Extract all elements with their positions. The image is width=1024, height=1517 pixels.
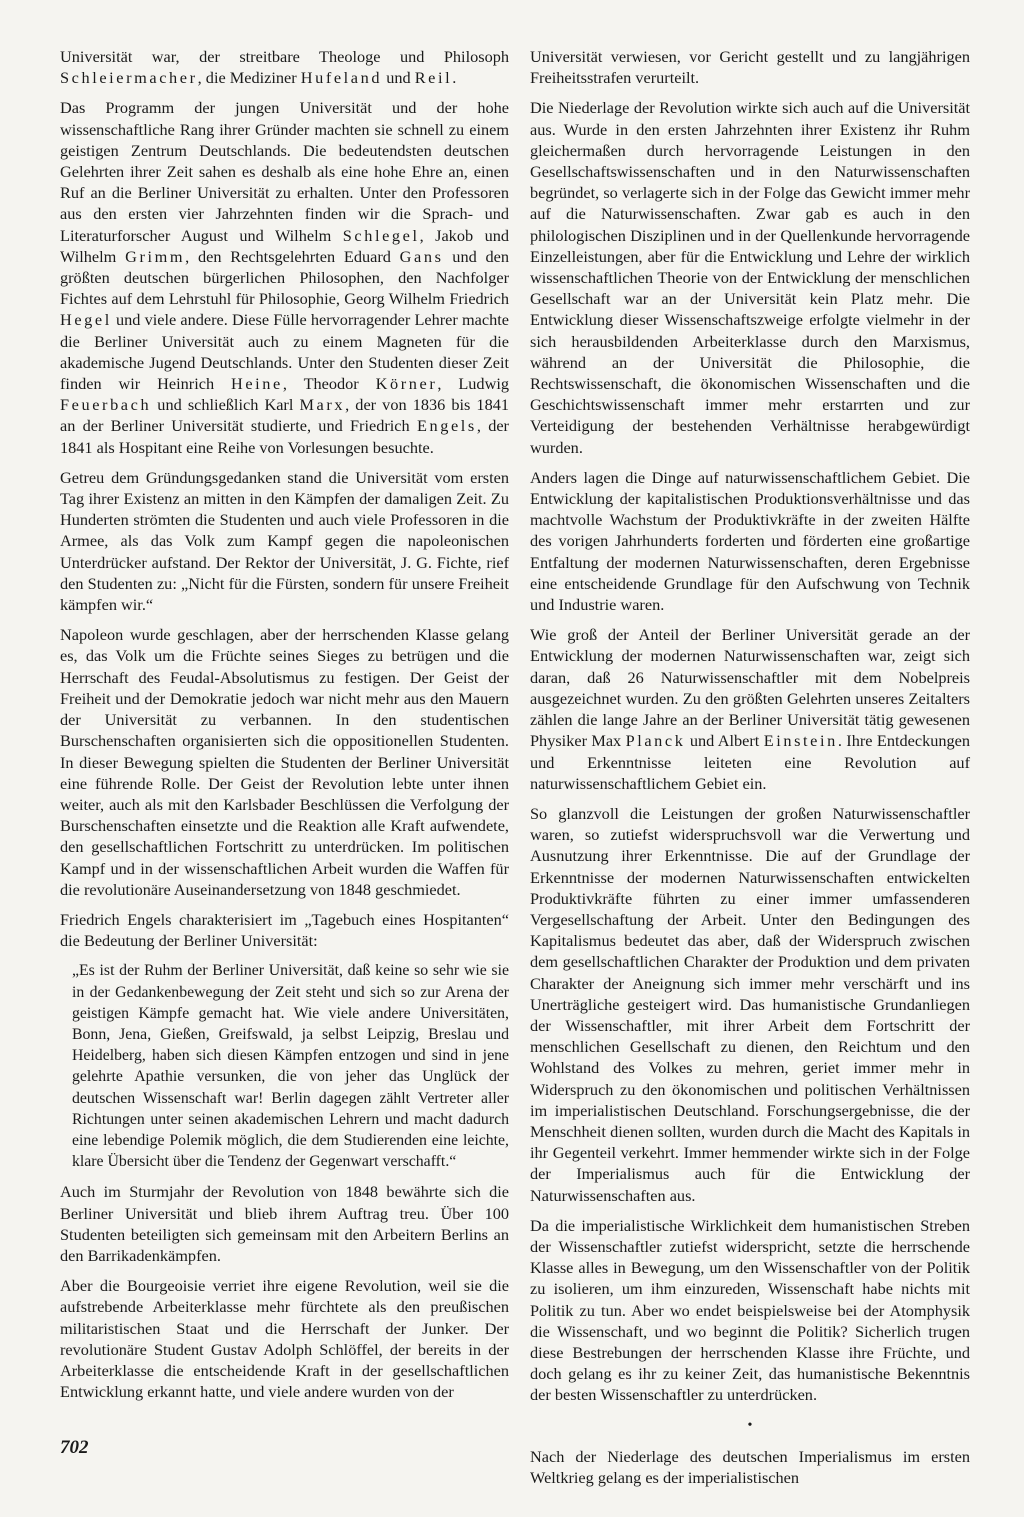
section-separator: •: [747, 1417, 753, 1433]
spaced-name: Engels: [416, 416, 477, 436]
spaced-name: Reil: [414, 68, 453, 88]
spaced-name: Grimm: [125, 246, 186, 266]
paragraph: Napoleon wurde geschlagen, aber der herrschenden Klasse gelang es, das Volk um die Früchte seines Sieges zu betrügen und die Herrschaft des Feudal-Absolutismus zu festigen. Der Geist der Freiheit und der Demokratie jedoch war nicht mehr aus den Mauern der Universität zu verbannen. In den studentischen Burschenschaften organisierten sich die oppositionellen Studenten. In dieser Bewegung spielten die Studenten der Berliner Universität eine führende Rolle. Der Geist der Revolution lebte unter ihnen weiter, auch als mit den Karlsbader Beschlüssen die Verfolgung der Burschenschaften einsetzte und die Reaktion alle Kraft aufwendete, den gesellschaftlichen Fortschritt zu unterdrücken. Im politischen Kampf und in der wissenschaftlichen Arbeit wurden die Waffen für die revolutionäre Auseinandersetzung von 1848 geschmiedet.: [60, 625, 509, 899]
paragraph: Aber die Bourgeoisie verriet ihre eigene Revolution, weil sie die aufstrebende Arbeiterklasse mehr fürchtete als den preußischen militaristischen Staat und die Herrschaft der Junker. Der revolutionäre Student Gustav Adolph Schlöffel, der bereits in der Arbeiterklasse die entscheidende Kraft in der gesellschaftlichen Entwicklung erkannt hatte, und viele andere wurden von der: [60, 1276, 509, 1402]
spaced-name: Einstein: [763, 731, 838, 751]
paragraph: Friedrich Engels charakterisiert im „Tagebuch eines Hospitanten“ die Bedeutung der Berliner Universität:: [60, 909, 509, 951]
right-column: [530, 46, 970, 1497]
spaced-name: Marx: [299, 395, 346, 415]
paragraph: Wie groß der Anteil der Berliner Universität gerade an der Entwicklung der modernen Naturwissenschaften war, zeigt sich daran, daß 26 Naturwissenschaftler mit dem Nobelpreis ausgezeichnet wurden. Zu den größten Gelehrten unseres Zeitalters zählen die lange Jahre an der Berliner Universität tätig gewesenen Physiker Max Planck und Albert Einstein. Ihre Entdeckungen und Erkenntnisse leiteten eine Revolution auf naturwissenschaftlichem Gebiet ein.: [530, 625, 971, 793]
paragraph: Das Programm der jungen Universität und der hohe wissenschaftliche Rang ihrer Gründer machten sie schnell zu einem geistigen Zentrum Deutschlands. Die bedeutendsten deutschen Gelehrten ihrer Zeit sahen es deshalb als eine hohe Ehre an, einen Ruf an die Berliner Universität zu erhalten. Unter den Professoren aus den ersten vier Jahrzehnten finden wir die Sprach- und Literaturforscher August und Wilhelm Schlegel, Jakob und Wilhelm Grimm, den Rechtsgelehrten Eduard Gans und den größten deutschen bürgerlichen Philosophen, den Nachfolger Fichtes auf dem Lehrstuhl für Philosophie, Georg Wilhelm Friedrich Hegel und viele andere. Diese Fülle hervorragender Lehrer machte die Berliner Universität auch zu einem Magneten für die akademische Jugend Deutschlands. Unter den Studenten dieser Zeit finden wir Heinrich Heine, Theodor Körner, Ludwig Feuerbach und schließlich Karl Marx, der von 1836 bis 1841 an der Berliner Universität studierte, und Friedrich Engels, der 1841 als Hospitant eine Reihe von Vorlesungen besuchte.: [60, 98, 510, 457]
spaced-name: Heine: [231, 374, 283, 394]
spaced-name: Feuerbach: [60, 395, 152, 415]
spaced-name: Körner: [375, 374, 438, 394]
paragraph: Getreu dem Gründungsgedanken stand die Universität vom ersten Tag ihrer Existenz an mitten in den Kämpfen der damaligen Zeit. Zu Hunderten strömten die Studenten und auch viele Professoren in die Armee, als das Volk zum Kampf gegen die napoleonischen Unterdrücker aufstand. Der Rektor der Universität, J. G. Fichte, rief den Studenten zu: „Nicht für die Fürsten, sondern für unsere Freiheit kämpfen wir.“: [60, 467, 509, 615]
paragraph: Universität verwiesen, vor Gericht gestellt und zu langjährigen Freiheitsstrafen verurteilt.: [530, 47, 970, 88]
spaced-name: Hegel: [60, 310, 112, 330]
spaced-name: Schlegel: [342, 225, 420, 245]
spaced-name: Schleiermacher: [60, 68, 198, 88]
paragraph: Universität war, der streitbare Theologe und Philosoph Schleiermacher, die Mediziner Hufeland und Reil.: [60, 47, 509, 88]
left-column: [60, 46, 509, 1411]
paragraph: So glanzvoll die Leistungen der großen Naturwissenschaftler waren, so zutiefst widerspruchsvoll war die Verwertung und Ausnutzung ihrer Erkenntnisse. Die auf der Grundlage der Erkenntnisse der modernen Naturwissenschaften entwickelten Produktivkräfte führten zu einer immer umfassenderen Vergesellschaftung der Arbeit. Unter den Bedingungen des Kapitalismus bedeutet das aber, daß der Widerspruch zwischen dem gesellschaftlichen Charakter der Produktion und dem privaten Charakter der Aneignung sich immer mehr verschärft und ins Unerträgliche gesteigert wird. Das humanistische Grundanliegen der Wissenschaftler, mit ihrer Arbeit dem Fortschritt der menschlichen Gesellschaft zu dienen, den Reichtum und den Wohlstand des Volkes zu mehren, geriet immer mehr in Widerspruch zu den ökonomischen und politischen Verhältnissen im imperialistischen Deutschland. Forschungsergebnisse, die der Menschheit dienen sollten, wurden durch die Macht des Kapitals in ihr Gegenteil verkehrt. Immer hemmender wirkte sich in der Folge der Imperialismus auch für die Entwicklung der Naturwissenschaften aus.: [530, 803, 970, 1205]
spaced-name: Gans: [399, 246, 444, 266]
paragraph: Die Niederlage der Revolution wirkte sich auch auf die Universität aus. Wurde in den ersten Jahrzehnten ihrer Existenz ihr Ruhm gleichermaßen durch hervorragende Leistungen in den Gesellschaftswissenschaften und in den Naturwissenschaften begründet, so verlagerte sich in der Folge das Gewicht immer mehr auf die Naturwissenschaften. Zwar gab es auch in den philologischen Disziplinen und in der Quellenkunde hervorragende Einzelleistungen, aber für die Entwicklung und Lehre der wirklich wissenschaftlichen Theorie von der Entwicklung der menschlichen Gesellschaft war an der Universität kein Platz mehr. Die Entwicklung dieser Wissenschaftszweige erfolgte vielmehr in der sich herausbildenden Arbeiterklasse durch den Marxismus, während an der Universität die Philosophie, die Rechtswissenschaft, die ökonomischen Wissenschaften und die Geschichtswissenschaft immer mehr erstarrten und zur Verteidigung der bestehenden Verhältnisse herabgewürdigt wurden.: [530, 98, 970, 457]
paragraph: Auch im Sturmjahr der Revolution von 1848 bewährte sich die Berliner Universität und blieb ihrem Auftrag treu. Über 100 Studenten beteiligten sich gemeinsam mit den Arbeitern Berlins an den Barrikadenkämpfen.: [60, 1182, 509, 1265]
block-quote: „Es ist der Ruhm der Berliner Universität, daß keine so sehr wie sie in der Gedankenbewegung der Zeit steht und sich so zur Arena der geistigen Kämpfe gemacht hat. Wie viele andere Universitäten, Bonn, Jena, Gießen, Greifswald, ja selbst Leipzig, Breslau und Heidelberg, haben sich diesen Kämpfen entzogen und sind in jene gelehrte Apathie versunken, die von jeher das Unglück der deutschen Wissenschaft war! Berlin dagegen zählt Vertreter aller Richtungen unter seinen akademischen Lehrern und macht dadurch eine lebendige Polemik möglich, die dem Studierenden eine leichte, klare Übersicht über die Tendenz der Gegenwart verschafft.“: [72, 962, 509, 1171]
page-number: 702: [60, 1437, 89, 1458]
spaced-name: Planck: [625, 731, 686, 751]
spaced-name: Hufeland: [300, 68, 383, 88]
paragraph: Nach der Niederlage des deutschen Imperialismus im ersten Weltkrieg gelang es der imperialistischen: [530, 1446, 970, 1487]
paragraph: Anders lagen die Dinge auf naturwissenschaftlichem Gebiet. Die Entwicklung der kapitalistischen Produktionsverhältnisse und das machtvolle Wachstum der Produktivkräfte in der zweiten Hälfte des vorigen Jahrhunderts forderten und förderten eine großartige Entfaltung der modernen Naturwissenschaften, deren Ergebnisse eine entscheidende Grundlage für den Aufschwung von Technik und Industrie waren.: [530, 467, 970, 615]
paragraph: Da die imperialistische Wirklichkeit dem humanistischen Streben der Wissenschaftler zutiefst widerspricht, setzte die herrschende Klasse alles in Bewegung, um den Wissenschaftler von der Politik zu isolieren, um ihm einzureden, Wissenschaft habe nichts mit Politik zu tun. Aber wo endet beispielsweise bei der Atomphysik die Wissenschaft, und wo beginnt die Politik? Sicherlich trugen diese Bestrebungen der herrschenden Klasse ihre Früchte, und doch gelang es ihr zu keiner Zeit, das humanistische Bekenntnis der besten Wissenschaftler zu unterdrücken.: [530, 1215, 970, 1405]
